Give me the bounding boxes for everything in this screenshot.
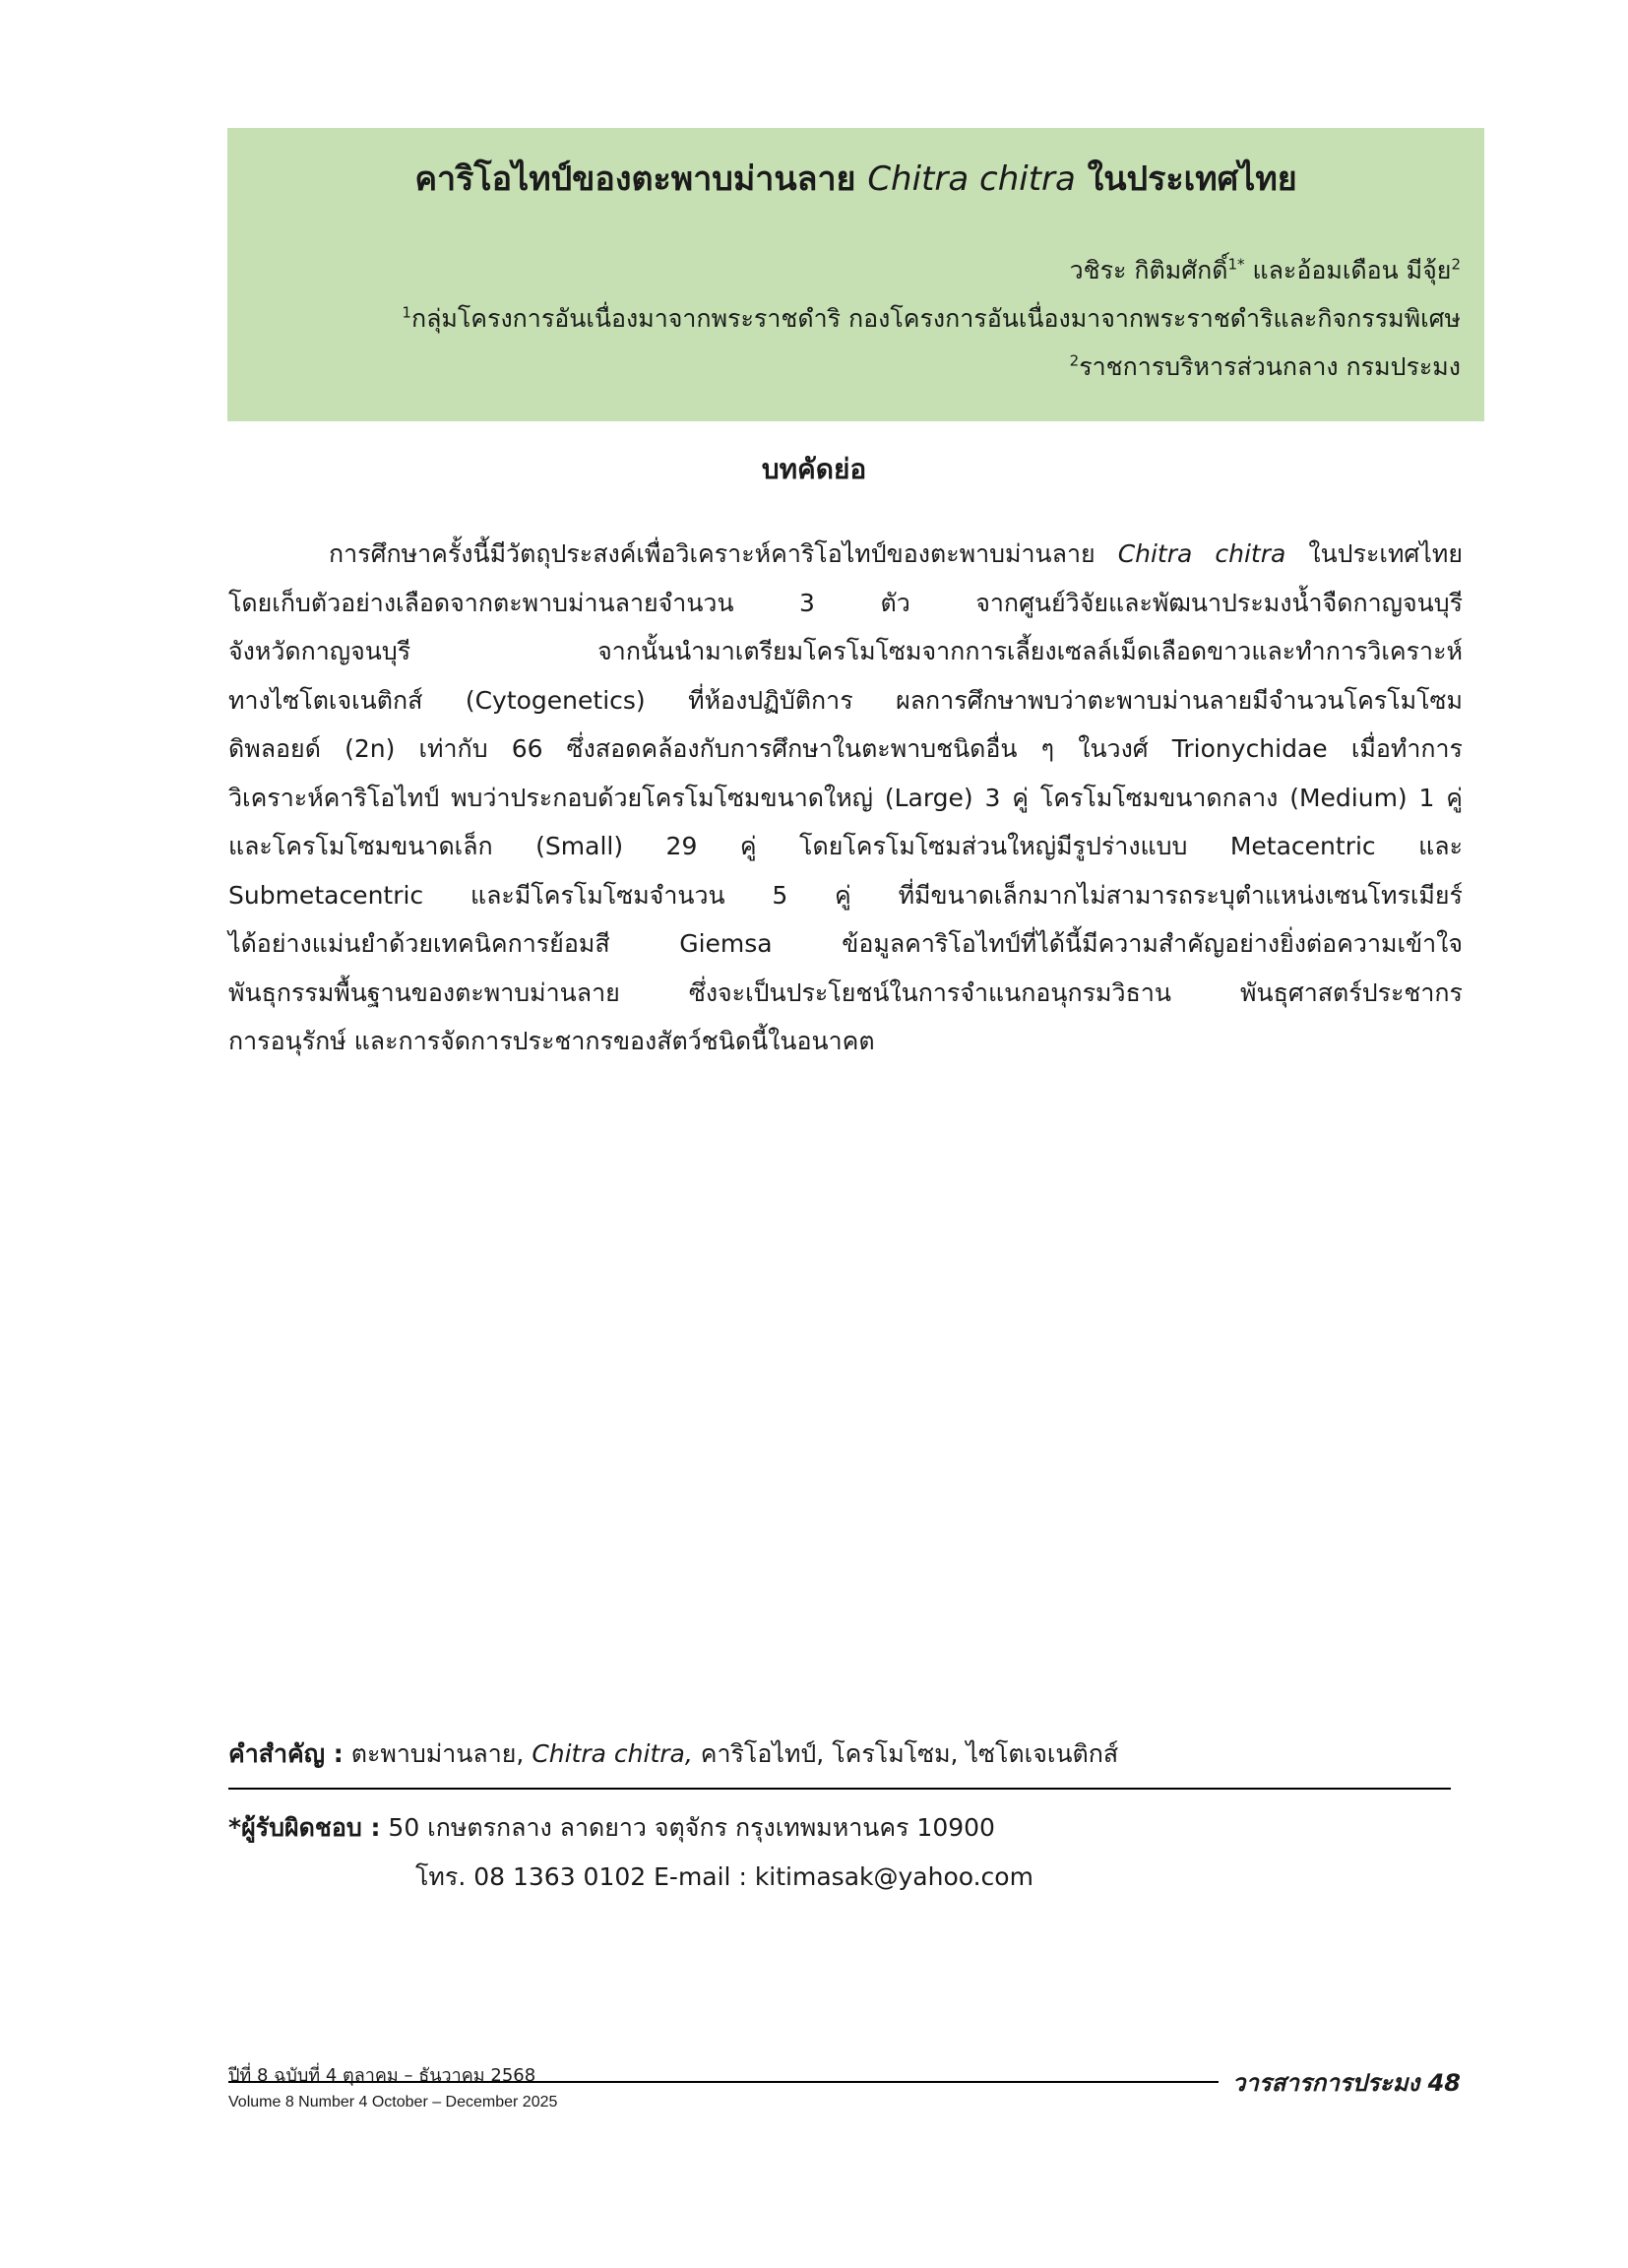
abstract-line-1-text: การศึกษาครั้งนี้มีวัตถุประสงค์เพื่อวิเคราะห์คาริโอไทป์ของตะพาบม่านลาย bbox=[329, 539, 1118, 568]
affiliation-2-text: ราชการบริหารส่วนกลาง กรมประมง bbox=[1079, 352, 1461, 381]
author-1: วชิระ กิติมศักดิ์ bbox=[1069, 256, 1228, 284]
keywords-text-end: คาริโอไทป์, โครโมโซม, ไซโตเจเนติกส์ bbox=[692, 1739, 1119, 1768]
author-2-mark: 2 bbox=[1451, 255, 1461, 274]
affiliation-2 bbox=[402, 343, 1461, 391]
contact-address-line bbox=[228, 1803, 1033, 1853]
keywords-divider bbox=[228, 1788, 1451, 1790]
abstract-line bbox=[228, 530, 1463, 579]
footer-divider bbox=[228, 2081, 1219, 2083]
affiliation-1-text: กลุ่มโครงการอันเนื่องมาจากพระราชดำริ กองโครงการอันเนื่องมาจากพระราชดำริและกิจกรรมพิเศษ bbox=[410, 304, 1461, 333]
author-2: และอ้อมเดือน มีจุ้ย bbox=[1244, 256, 1452, 284]
footer-issue-english: Volume 8 Number 4 October – December 2025 bbox=[228, 2094, 558, 2110]
title-text-end: ในประเทศไทย bbox=[1075, 159, 1297, 199]
abstract-line-1-end: ในประเทศไทย bbox=[1285, 539, 1463, 568]
abstract-line: และโครโมโซมขนาดเล็ก (Small) 29 คู่ โดยโครโมโซมส่วนใหญ่มีรูปร่างแบบ Metacentric และ bbox=[228, 832, 1463, 860]
abstract-line: ดิพลอยด์ (2n) เท่ากับ 66 ซึ่งสอดคล้องกับการศึกษาในตะพาบชนิดอื่น ๆ ในวงศ์ Trionychidae เมื่อทำการ bbox=[228, 734, 1463, 763]
contact-address: 50 เกษตรกลาง ลาดยาว จตุจักร กรุงเทพมหานคร 10900 bbox=[380, 1813, 995, 1842]
title-block bbox=[227, 128, 1484, 421]
abstract-line: ทางไซโตเจเนติกส์ (Cytogenetics) ที่ห้องปฏิบัติการ ผลการศึกษาพบว่าตะพาบม่านลายมีจำนวนโครโมโซม bbox=[228, 685, 1463, 715]
abstract-line: ได้อย่างแม่นยำด้วยเทคนิคการย้อมสี Giemsa ข้อมูลคาริโอไทป์ที่ได้นี้มีความสำคัญอย่างยิ่งต่อความเข้าใจ bbox=[228, 929, 1463, 958]
affiliation-1 bbox=[402, 294, 1461, 343]
abstract-scientific-name: Chitra chitra bbox=[1117, 539, 1286, 568]
footer-journal-page: วารสารการประมง 48 bbox=[1231, 2069, 1461, 2097]
title-scientific-name: Chitra chitra bbox=[867, 159, 1076, 199]
abstract-line: การอนุรักษ์ และการจัดการประชากรของสัตว์ชนิดนี้ในอนาคต bbox=[228, 1027, 875, 1055]
paper-title bbox=[227, 158, 1484, 201]
keywords bbox=[228, 1734, 1118, 1774]
author-1-mark: 1* bbox=[1227, 255, 1245, 274]
contact-label: *ผู้รับผิดชอบ : bbox=[228, 1813, 381, 1842]
title-text: คาริโอไทป์ของตะพาบม่านลาย bbox=[414, 159, 868, 199]
keywords-label: คำสำคัญ : bbox=[228, 1739, 344, 1768]
abstract-line: โดยเก็บตัวอย่างเลือดจากตะพาบม่านลายจำนวน 3 ตัว จากศูนย์วิจัยและพัฒนาประมงน้ำจืดกาญจนบุรี bbox=[228, 588, 1463, 617]
corresponding-author bbox=[228, 1803, 1033, 1902]
footer-issue-thai: ปีที่ 8 ฉบับที่ 4 ตุลาคม – ธันวาคม 2568 bbox=[228, 2065, 536, 2086]
abstract-body bbox=[228, 530, 1463, 1066]
abstract-line: วิเคราะห์คาริโอไทป์ พบว่าประกอบด้วยโครโมโซมขนาดใหญ่ (Large) 3 คู่ โครโมโซมขนาดกลาง (Medium) 1 คู่ bbox=[228, 783, 1463, 812]
abstract-line: พันธุกรรมพื้นฐานของตะพาบม่านลาย ซึ่งจะเป็นประโยชน์ในการจำแนกอนุกรมวิธาน พันธุศาสตร์ประชากร bbox=[228, 977, 1463, 1007]
keywords-text: ตะพาบม่านลาย, bbox=[343, 1739, 532, 1768]
affiliation-2-mark: 2 bbox=[1069, 351, 1080, 370]
keywords-scientific-name: Chitra chitra, bbox=[532, 1739, 693, 1768]
abstract-line: Submetacentric และมีโครโมโซมจำนวน 5 คู่ ที่มีขนาดเล็กมากไม่สามารถระบุตำแหน่งเซนโทรเมียร์ bbox=[228, 880, 1463, 910]
affiliation-1-mark: 1 bbox=[402, 303, 411, 322]
author-names bbox=[402, 246, 1461, 294]
abstract-line: จังหวัดกาญจนบุรี จากนั้นนำมาเตรียมโครโมโซมจากการเลี้ยงเซลล์เม็ดเลือดขาวและทำการวิเคราะห์ bbox=[228, 637, 1463, 665]
contact-phone-email: โทร. 08 1363 0102 E-mail : kitimasak@yahoo.com bbox=[415, 1862, 1033, 1891]
abstract-heading: บทคัดย่อ bbox=[761, 453, 867, 485]
author-block bbox=[402, 246, 1461, 391]
